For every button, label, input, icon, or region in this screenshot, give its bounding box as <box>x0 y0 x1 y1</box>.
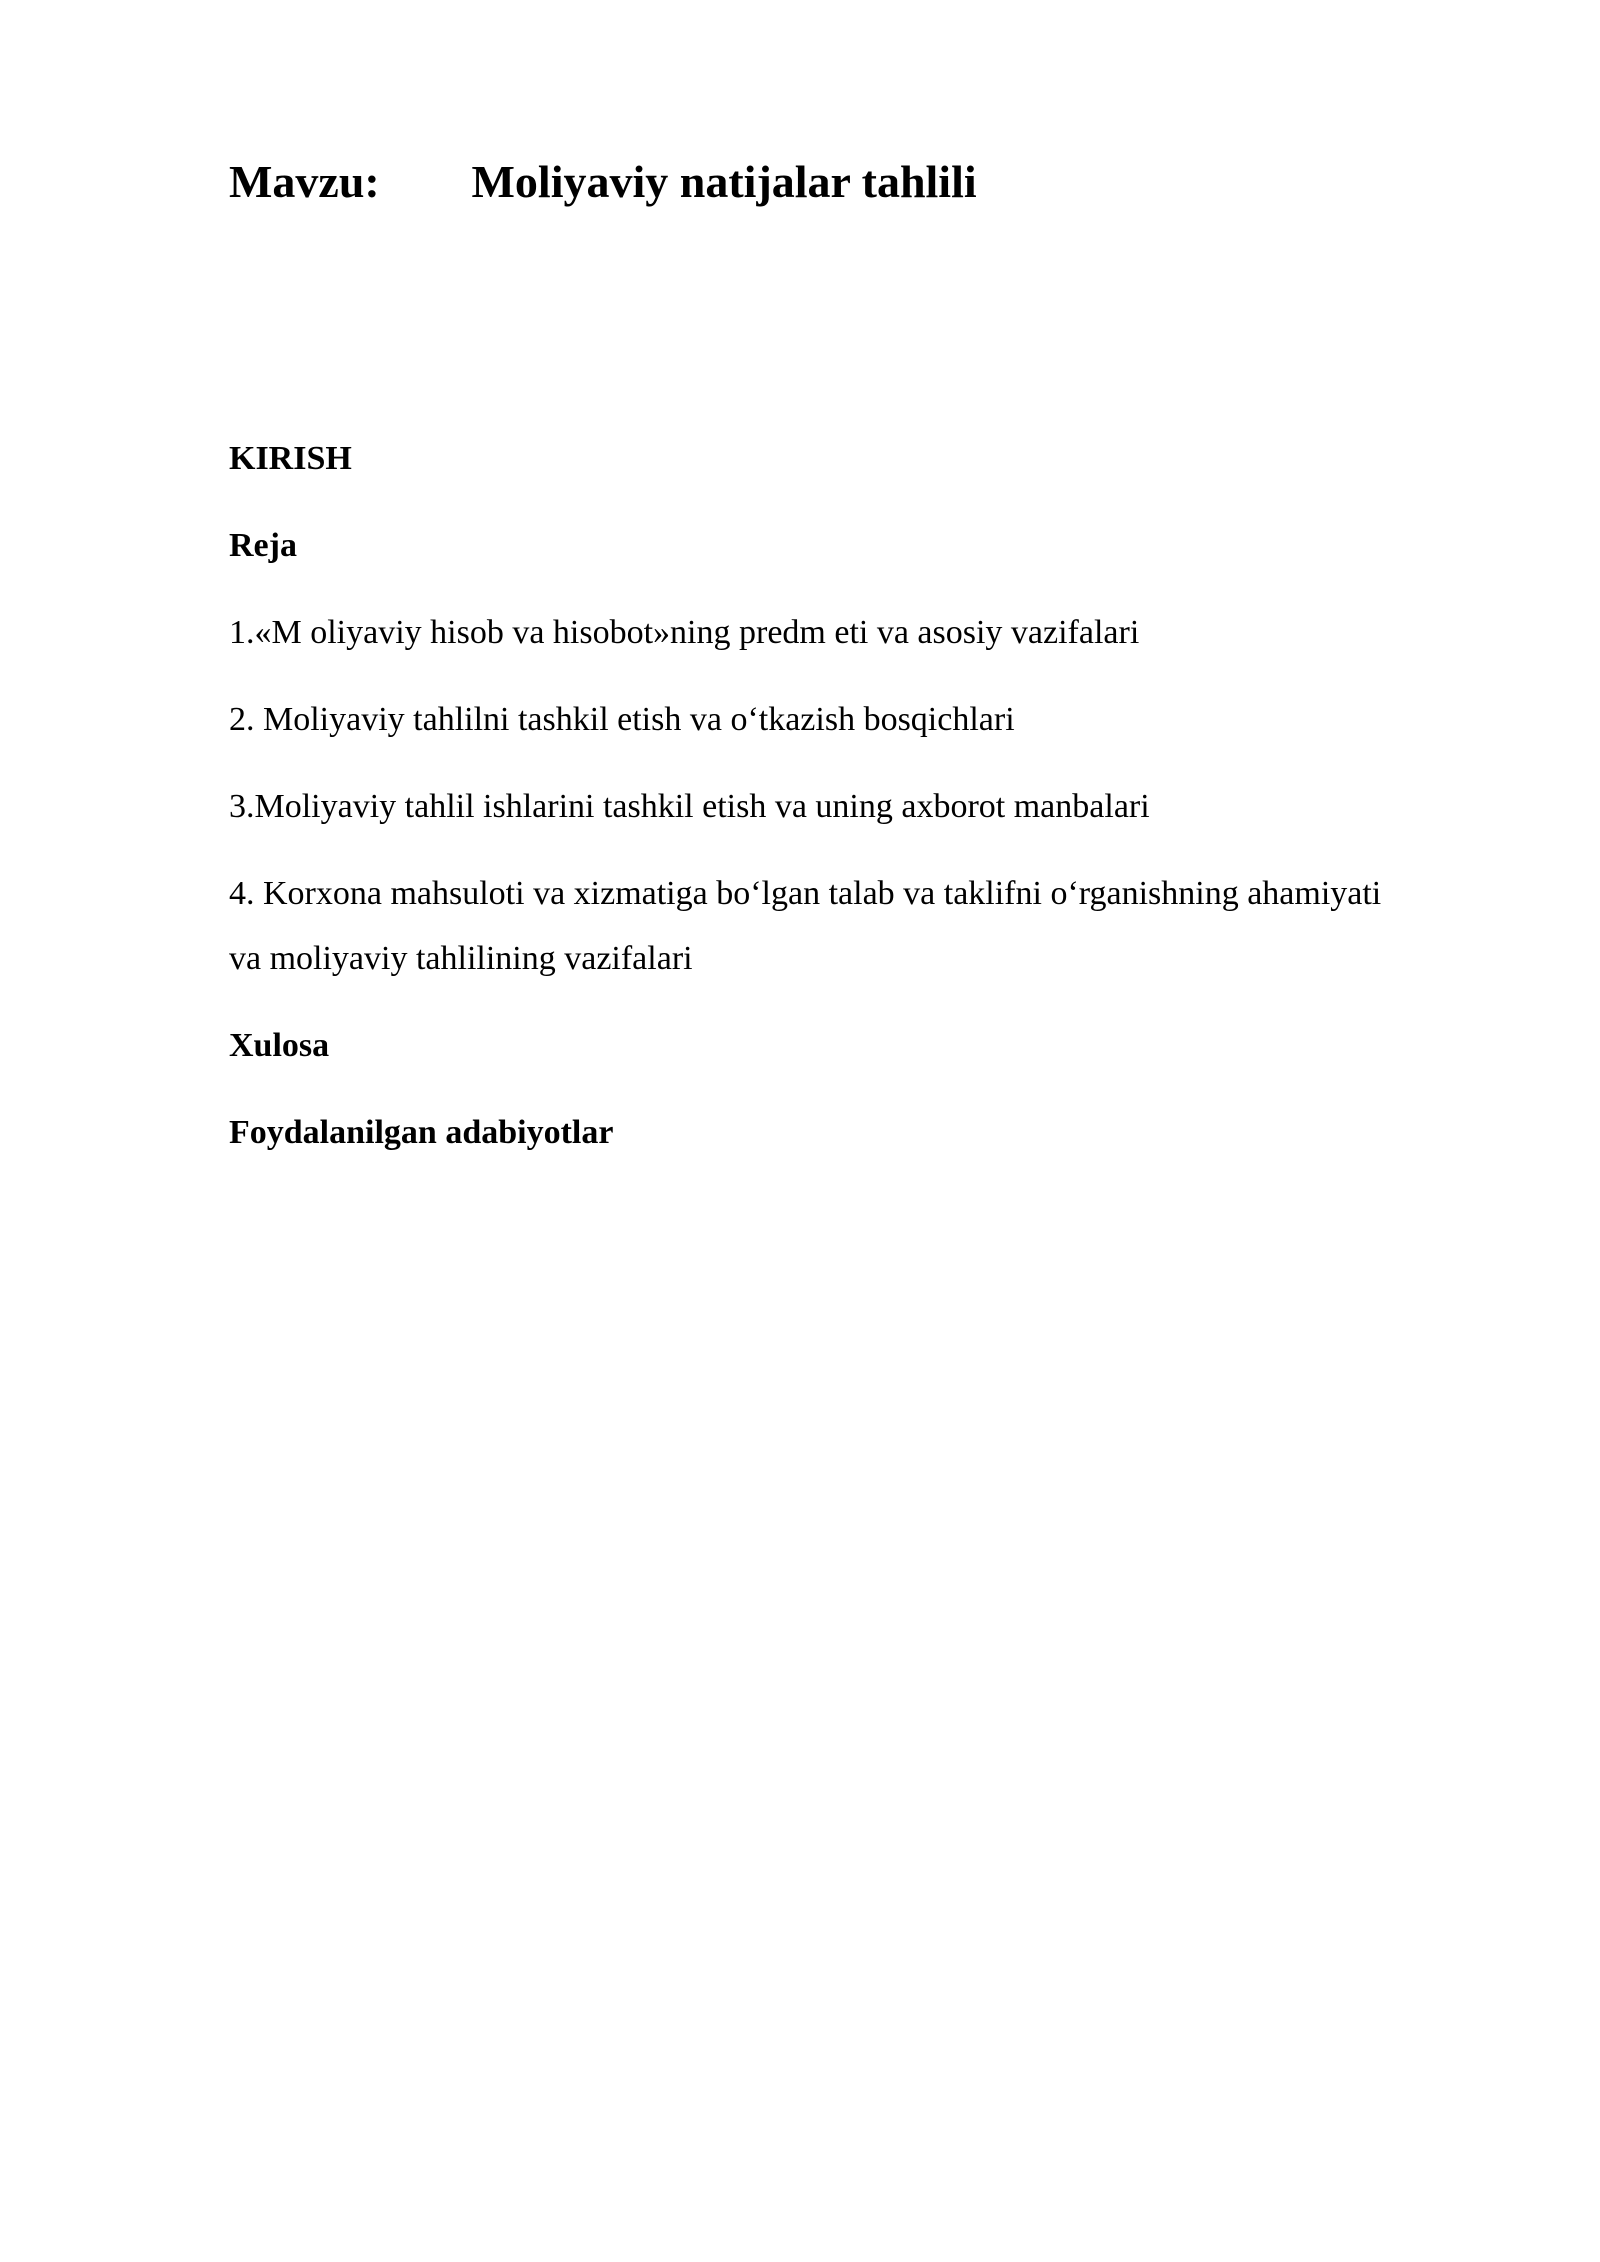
document-body <box>229 426 1529 1187</box>
heading-references: Foydalanilgan adabiyotlar <box>229 1114 614 1151</box>
plan-item-4-line-2: va moliyaviy tahlilining vazifalari <box>229 940 693 977</box>
plan-item-1: 1.«M oliyaviy hisob va hisobot»ning predm eti va asosiy vazifalari <box>229 614 1140 651</box>
topic-label: Mavzu: <box>229 156 380 207</box>
heading-plan: Reja <box>229 527 297 564</box>
heading-introduction: KIRISH <box>229 440 352 477</box>
document-title: Moliyaviy natijalar tahlili <box>471 156 977 207</box>
plan-item-2: 2. Moliyaviy tahlilni tashkil etish va o‘tkazish bosqichlari <box>229 701 1015 738</box>
plan-item-4 <box>229 861 1529 991</box>
plan-item-3: 3.Moliyaviy tahlil ishlarini tashkil etish va uning axborot manbalari <box>229 788 1150 825</box>
document-title-row <box>229 152 977 212</box>
heading-conclusion: Xulosa <box>229 1027 330 1064</box>
plan-item-4-line-1: 4. Korxona mahsuloti va xizmatiga bo‘lgan talab va taklifni o‘rganishning ahamiyati <box>229 875 1382 912</box>
